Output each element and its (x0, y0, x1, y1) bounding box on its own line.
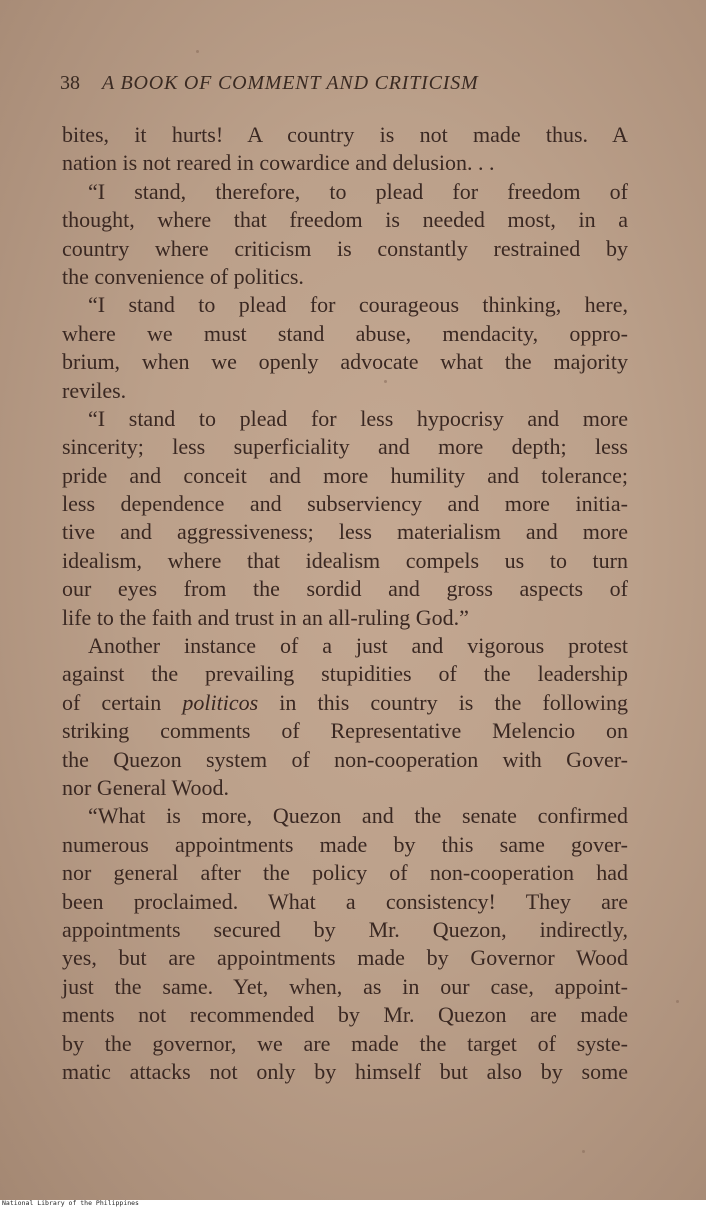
text-line: nor general after the policy of non-cooperation had (62, 860, 628, 886)
text-line: “I stand to plead for courageous thinking, here, (88, 292, 628, 318)
text-line: pride and conceit and more humility and tolerance; (62, 462, 628, 488)
body-text (62, 121, 628, 1086)
text-line: the Quezon system of non-cooperation with Gover- (62, 746, 628, 772)
text-line: striking comments of Representative Melencio on (62, 718, 628, 744)
text-line: sincerity; less superficiality and more depth; less (62, 434, 628, 460)
text-line: just the same. Yet, when, as in our case, appoint- (62, 973, 628, 999)
running-head-title: A BOOK OF COMMENT AND CRITICISM (102, 72, 479, 94)
text-line: Another instance of a just and vigorous protest (88, 633, 628, 659)
text-line: brium, when we openly advocate what the majority (62, 349, 628, 375)
paper-speck (582, 1150, 585, 1153)
page-number: 38 (60, 72, 80, 94)
text-line: against the prevailing stupidities of the leadership (62, 661, 628, 687)
text-line: thought, where that freedom is needed most, in a (62, 207, 628, 233)
text-line: less dependence and subserviency and more initia- (62, 491, 628, 517)
paragraph-6 (62, 802, 628, 1086)
text-line: where we must stand abuse, mendacity, oppro- (62, 320, 628, 346)
paragraph-3 (62, 291, 628, 405)
text-line: our eyes from the sordid and gross aspects of (62, 576, 628, 602)
paragraph-4 (62, 405, 628, 632)
text-line: ments not recommended by Mr. Quezon are made (62, 1002, 628, 1028)
text-fragment: of certain (62, 689, 183, 715)
text-line: “What is more, Quezon and the senate confirmed (88, 803, 628, 829)
text-line: been proclaimed. What a consistency! They are (62, 888, 628, 914)
text-line: “I stand to plead for less hypocrisy and more (88, 405, 628, 431)
text-line: the convenience of politics. (62, 263, 304, 289)
text-line: by the governor, we are made the target of syste- (62, 1030, 628, 1056)
running-header (60, 72, 620, 98)
text-line-with-italic (62, 689, 628, 717)
text-line: numerous appointments made by this same gover- (62, 831, 628, 857)
italic-word: politicos (182, 689, 259, 715)
paragraph-5 (62, 632, 628, 802)
text-line: “I stand, therefore, to plead for freedom of (88, 178, 628, 204)
paper-speck (676, 1000, 679, 1003)
text-line: matic attacks not only by himself but also by some (62, 1058, 628, 1084)
text-line: life to the faith and trust in an all-ruling God.” (62, 604, 469, 630)
paper-speck (384, 380, 387, 383)
paragraph-2 (62, 178, 628, 292)
text-line: appointments secured by Mr. Quezon, indirectly, (62, 916, 628, 942)
text-line: yes, but are appointments made by Governor Wood (62, 945, 628, 971)
paper-speck (196, 50, 199, 53)
text-line: bites, it hurts! A country is not made thus. A (62, 122, 628, 147)
text-line: reviles. (62, 377, 127, 403)
paragraph-1 (62, 121, 628, 178)
text-line: nor General Wood. (62, 774, 230, 800)
text-line: country where criticism is constantly restrained by (62, 235, 628, 261)
text-line: nation is not reared in cowardice and delusion. . . (62, 150, 495, 176)
text-line: tive and aggressiveness; less materialism and more (62, 519, 628, 545)
text-line: idealism, where that idealism compels us to turn (62, 547, 628, 573)
text-fragment: in this country is the following (258, 689, 629, 715)
library-credit: National Library of the Philippines (2, 1199, 139, 1207)
